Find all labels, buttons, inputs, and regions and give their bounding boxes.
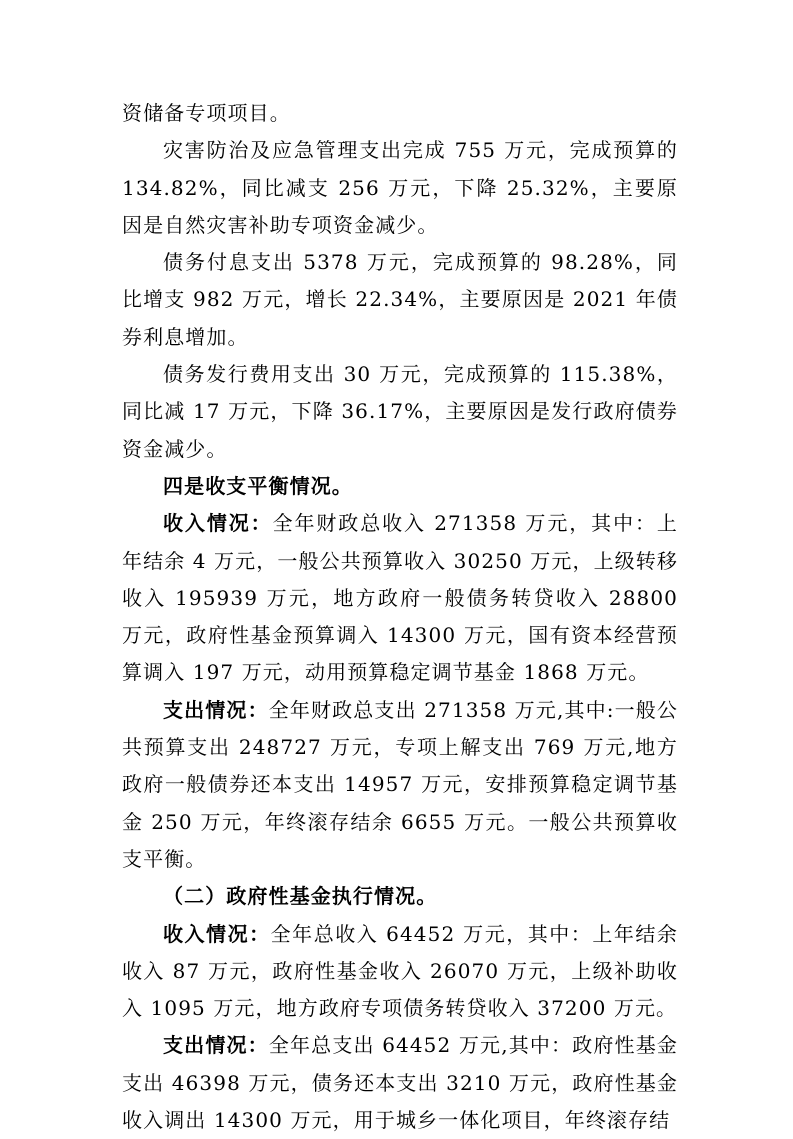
- paragraph-lead: 收入情况：: [163, 921, 271, 946]
- paragraph-debt-interest: [122, 244, 678, 356]
- paragraph-text: 全年财政总支出 271358 万元,其中:一般公共预算支出 248727 万元，专项上解支出 769 万元,地方政府一般债券还本支出 14957 万元，安排预算稳定调节基金 250 万元，年终滚存结余 6655 万元。一般公共预算收支平衡。: [122, 697, 679, 871]
- paragraph-text: 灾害防治及应急管理支出完成 755 万元，完成预算的 134.82%，同比减支 256 万元，下降 25.32%，主要原因是自然灾害补助专项资金减少。: [122, 138, 678, 237]
- paragraph-text: 资储备专项项目。: [122, 101, 291, 125]
- paragraph-text: 全年财政总收入 271358 万元，其中：上年结余 4 万元，一般公共预算收入 30250 万元，上级转移收入 195939 万元，地方政府一般债务转贷收入 28800 万元，政府性基金预算调入 14300 万元，国有资本经营预算调入 197 万元，动用预算稳定调节基金 1868 万元。: [122, 511, 679, 685]
- paragraph-income: [122, 505, 678, 691]
- section-heading-government-fund: [122, 878, 678, 915]
- section-heading-balance: [122, 468, 678, 505]
- paragraph-text: 全年总收入 64452 万元，其中：上年结余收入 87 万元，政府性基金收入 26070 万元，上级补助收入 1095 万元，地方政府专项债务转贷收入 37200 万元。: [122, 921, 678, 1021]
- section-heading-text: 四是收支平衡情况。: [163, 473, 353, 498]
- paragraph-fund-expenditure: [122, 1027, 678, 1139]
- paragraph-text: 全年总支出 64452 万元,其中：政府性基金支出 46398 万元，债务还本支出 3210 万元，政府性基金收入调出 14300 万元，用于城乡一体化项目，年终滚存结: [122, 1033, 678, 1133]
- paragraph-lead: 支出情况：: [163, 697, 269, 722]
- section-heading-text: （二）政府性基金执行情况。: [163, 884, 438, 909]
- paragraph-text: 债务发行费用支出 30 万元，完成预算的 115.38%，同比减 17 万元，下降 36.17%，主要原因是发行政府债券资金减少。: [122, 362, 678, 461]
- document-page: [122, 95, 678, 1139]
- paragraph-disaster-prevention: [122, 132, 678, 244]
- paragraph-lead: 支出情况：: [163, 1033, 269, 1058]
- paragraph-lead: 收入情况：: [163, 511, 273, 536]
- paragraph-fund-income: [122, 916, 678, 1028]
- paragraph-text: 债务付息支出 5378 万元，完成预算的 98.28%，同比增支 982 万元，增长 22.34%，主要原因是 2021 年债券利息增加。: [122, 250, 678, 349]
- paragraph-reserve-project: [122, 95, 678, 132]
- paragraph-debt-issuance-fee: [122, 356, 678, 468]
- paragraph-expenditure: [122, 692, 678, 878]
